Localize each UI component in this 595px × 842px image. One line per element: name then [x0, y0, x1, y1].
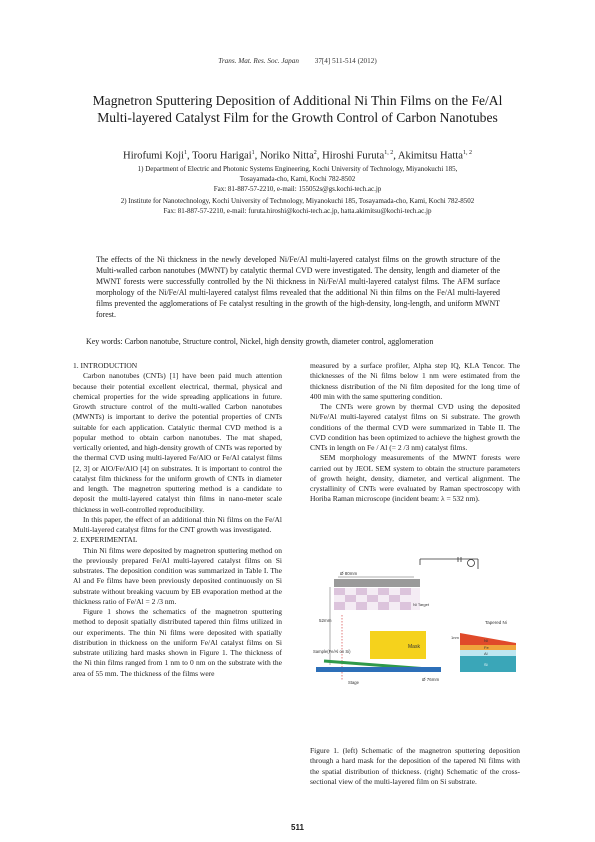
label-distance: 52mm — [319, 618, 332, 623]
ni-layer — [460, 633, 516, 645]
author: Tooru Harigai — [192, 150, 252, 162]
label-mask: Mask — [408, 644, 420, 650]
author-separator: , — [393, 150, 398, 162]
affiliation-1-contact: Fax: 81-887-57-2210, e-mail: 155052s@gs.kochi-tech.ac.jp — [213, 185, 382, 193]
si-substrate — [460, 656, 516, 672]
paper-title — [40, 92, 555, 126]
label-stage: Stage — [348, 680, 359, 685]
figure-1-caption: Figure 1. (left) Schematic of the magnetron sputtering deposition through a hard mask for the deposition of the tapered Ni films with the spatial distribution of thickness. (right) Schematic of the cross-sectional view of the multi-layered film on Si substrate. — [310, 746, 520, 786]
author-affil-mark: 1, 2 — [462, 150, 472, 156]
label-al: Al — [484, 651, 488, 656]
ni-target — [334, 579, 420, 587]
abstract: The effects of the Ni thickness in the newly developed Ni/Fe/Al multi-layered catalyst films on the growth structure of the Multi-walled carbon nanotubes (MWNT) by catalytic thermal CVD were investigated. The density, length and diameter of the MWNT forests were successfully controlled by the Ni thickness in Ni/Fe/Al multi-layered catalyst films. The AFM surface morphology of the Ni/Fe/Al multi-layered catalyst films revealed that the additional Ni thin films on the Fe/Al multi-layered films prevented the agglomerations of Fe catalyst resulting in the growth of the high-density, long-length, and uniform MWNT forest. — [96, 255, 500, 320]
affiliation-1-address: Tosayamada-cho, Kami, Kochi 782-8502 — [239, 175, 356, 183]
stage — [316, 667, 441, 672]
author-separator: , — [254, 150, 260, 162]
keywords: Key words: Carbon nanotube, Structure control, Nickel, high density growth, diameter control, agglomeration — [86, 337, 434, 346]
label-1nm: 1nm — [451, 635, 459, 640]
rf-source-icon — [468, 560, 475, 567]
label-tapered-ni: Tapered Ni — [485, 620, 507, 625]
section-heading-introduction: 1. INTRODUCTION — [73, 361, 138, 370]
page-number: 511 — [291, 823, 304, 832]
journal-header — [0, 57, 595, 65]
paragraph: Carbon nanotubes (CNTs) [1] have been paid much attention because their potential excellent electrical, thermal, physical and chemical properties for the wide spreading applications in future. Growth structure control of the multi-walled Carbon nanotubes (MWNTs) is important to derive the potential properties of CNTs suitable for each application. Catalytic thermal CVD method is a popular method to obtain carbon nanotubes. The mat shaped, vertically oriented, and high-density growth of CNTs was reported by the thermal CVD using multi-layered Fe/AlO or Fe/Al catalyst films [2, 3] or AlO/Fe/AlO [4] on substrates. It is important to control the catalyst film thickness for the uniform growth of CNTs in diameter and length. The magnetron sputtering method is a candidate to deposit the multi-layered catalyst thin films in nano-meter scale thickness in well-controlled reproducibility. — [73, 371, 283, 514]
label-fe: Fe — [484, 645, 489, 650]
paragraph: measured by a surface profiler, Alpha step IQ, KLA Tencor. The thicknesses of the Ni films below 1 nm were estimated from the thickness distribution of the Ni film deposited for the long time of 400 min with the same sputtering condition. — [310, 361, 520, 401]
figure-1-schematic — [310, 555, 525, 741]
section-heading-experimental: 2. EXPERIMENTAL — [73, 535, 138, 545]
affiliation-2-contact: Fax: 81-887-57-2210, e-mail: furuta.hiroshi@kochi-tech.ac.jp, hatta.akimitsu@kochi-tech.ac.jp — [163, 207, 432, 215]
author: Hirofumi Koji — [123, 150, 184, 162]
paragraph: SEM morphology measurements of the MWNT forests were carried out by JEOL SEM system to obtain the structure parameters of growth height, density, diameter, and vertical alignment. The crystallinity of CNTs were evaluated by Raman spectroscopy with Horiba Raman microscope (incident beam: λ = 532 nm). — [310, 453, 520, 504]
journal-name: Trans. Mat. Res. Soc. Japan — [218, 57, 299, 65]
label-stage-diameter: Ø 76mm — [422, 677, 440, 682]
al-layer — [460, 650, 516, 656]
paragraph: Thin Ni films were deposited by magnetron sputtering method on the previously prepared Fe/Al multi-layered catalyst films on Si substrates. The deposition condition was summarized in Table I. The Al and Fe films have been previously deposited continuously on Si substrate without breaking vacuum by EB evaporation method at the thickness ratio of Fe/Al = 2 /3 nm. — [73, 545, 282, 606]
author-affil-mark: 2 — [313, 150, 317, 156]
right-column — [310, 361, 520, 505]
label-target-diameter: Ø 80mm — [340, 571, 358, 576]
label-sample: Sample(Fe/Al on Si) — [313, 649, 351, 654]
left-column — [73, 361, 282, 679]
author-affil-mark: 1 — [251, 150, 255, 156]
paragraph: In this paper, the effect of an additional thin Ni films on the Fe/Al Multi-layered catalyst films for the CNT growth was investigated. — [73, 514, 282, 534]
author: Noriko Nitta — [259, 150, 314, 162]
author: Akimitsu Hatta — [397, 150, 463, 162]
author-affil-mark: 1, 2 — [384, 150, 394, 156]
label-si: Si — [484, 662, 488, 667]
author: Hiroshi Furuta — [322, 150, 385, 162]
affiliation-2: 2) Institute for Nanotechnology, Kochi University of Technology, Miyanokuchi 185, Tosayamada-cho, Kami, Kochi 782-8502 — [120, 197, 475, 205]
paragraph: Figure 1 shows the schematics of the magnetron sputtering method to deposit spatially distributed tapered thin films utilized in our experiments. The thin Ni films were deposited with spatially distribution in thickness on the uniform Fe/Al catalyst films on Si substrate utilizing hard masks shown in Figure 1. The thickness of the Ni thin films ranged from 1 nm to 0 nm on the substrate with the area of 55 mm. The thickness of the films were — [73, 607, 282, 678]
label-ni: Ni — [484, 638, 488, 643]
title-line-2: Multi-layered Catalyst Film for the Growth Control of Carbon Nanotubes — [97, 110, 498, 125]
author-separator: , — [316, 150, 323, 162]
author-separator: , — [186, 150, 193, 162]
title-line-1: Magnetron Sputtering Deposition of Additional Ni Thin Films on the Fe/Al — [92, 93, 503, 108]
paragraph: The CNTs were grown by thermal CVD using the deposited Ni/Fe/Al multi-layered catalyst films on Si substrate. The growth conditions of the thermal CVD were summarized in Table II. The CVD condition has been optimized to achieve the highest growth the CNTs in length on Fe / Al (= 2 /3 nm) catalyst films. — [310, 402, 520, 452]
affiliation-1: 1) Department of Electric and Photonic Systems Engineering, Kochi University of Technology, Miyanokuchi 185, — [137, 165, 458, 173]
journal-pages: 37[4] 511-514 (2012) — [314, 57, 377, 65]
label-ni-target: Ni Target — [413, 602, 429, 607]
sputter-region-checker — [334, 588, 420, 610]
author-affil-mark: 1 — [183, 150, 187, 156]
author-list — [20, 150, 575, 162]
